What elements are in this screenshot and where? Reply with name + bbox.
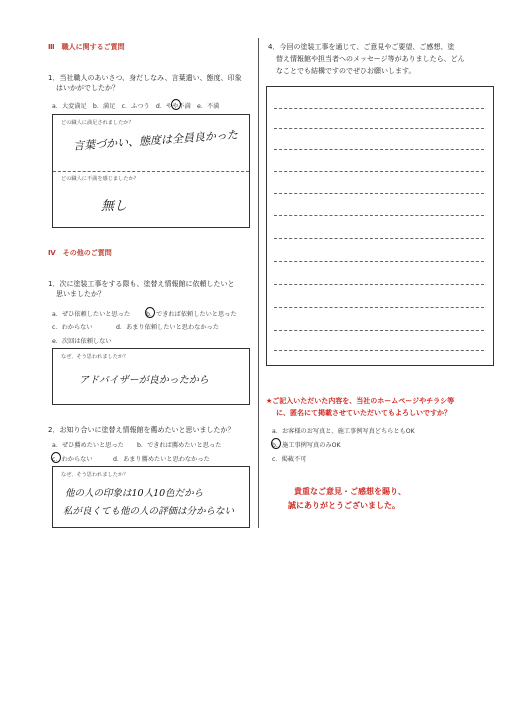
- writing-line: [274, 238, 484, 239]
- question-4-line-3: なことでも結構ですのでぜひお願いします。: [276, 67, 416, 75]
- reason-box-1: [52, 348, 250, 405]
- question-2-line-1: 1．次に塗装工事をする際も、塗替え情報館に依頼したいと: [48, 280, 235, 288]
- writing-line: [274, 108, 484, 109]
- reason-box-2: [52, 466, 250, 528]
- consent-line-1: ★ご記入いただいた内容を、当社のホームページやチラシ等: [266, 397, 455, 405]
- writing-line: [274, 193, 484, 194]
- question-2-line-2: 思いましたか？: [56, 290, 105, 298]
- staff-feedback-box: [52, 114, 250, 228]
- question-2-option-b: b．できれば依頼したいと思った: [146, 311, 237, 318]
- question-3-option-c: c．わからない: [52, 456, 93, 463]
- writing-line: [274, 284, 484, 285]
- question-2-option-e: e．次回は依頼しない: [52, 338, 112, 345]
- section-3-title: Ⅲ 職人に関するご質問: [48, 43, 125, 51]
- writing-line: [274, 171, 484, 172]
- question-2-option-d: d．あまり依頼したいと思わなかった: [116, 324, 219, 331]
- question-1-line-1: 1．当社職人のあいさつ、身だしなみ、言葉遣い、態度、印象: [48, 74, 242, 82]
- satisfied-staff-answer: 言葉づかい、態度は全員良かった: [72, 128, 239, 153]
- thanks-line-1: 貴重なご意見・ご感想を賜り、: [294, 487, 406, 496]
- selected-circle-mark: [51, 452, 61, 463]
- question-1-line-2: はいかがでしたか？: [56, 84, 119, 92]
- question-4-line-1: 4．今回の塗装工事を通じて、ご意見やご要望、ご感想、塗: [268, 43, 455, 51]
- box-divider: [53, 171, 249, 172]
- writing-line: [274, 330, 484, 331]
- question-3-line-1: 2．お知り合いに塗替え情報館を薦めたいと思いましたか？: [48, 426, 235, 434]
- satisfied-staff-label: どの職人に満足されましたか？: [61, 120, 134, 126]
- column-divider: [258, 38, 259, 528]
- reason-answer-line-1: 他の人の印象は10人10色だから: [65, 488, 204, 499]
- writing-line: [274, 215, 484, 216]
- selected-circle-mark: [171, 99, 181, 110]
- reason-label: なぜ、そう思われましたか？: [61, 472, 129, 478]
- writing-line: [274, 261, 484, 262]
- dissatisfied-staff-label: どの職人に不満を感じましたか？: [61, 176, 139, 182]
- writing-line: [274, 128, 484, 129]
- reason-answer-line-2: 私が良くても他の人の評価は分からない: [63, 506, 235, 517]
- selected-circle-mark: [145, 307, 155, 318]
- writing-line: [274, 350, 484, 351]
- consent-option-b: b．施工事例写真のみOK: [272, 442, 341, 449]
- writing-line: [274, 149, 484, 150]
- section-4-title: Ⅳ その他のご質問: [48, 249, 112, 257]
- question-4-line-2: 替え情報館や担当者へのメッセージ等がありましたら、どん: [276, 55, 465, 63]
- thanks-line-2: 誠にありがとうございました。: [288, 501, 400, 510]
- consent-option-a: a．お客様のお写真と、施工事例写真どちらともOK: [272, 428, 415, 435]
- reason-answer: アドバイザーが良かったから: [79, 375, 209, 386]
- question-3-option-a: a．ぜひ薦めたいと思った: [52, 442, 124, 449]
- writing-line: [274, 307, 484, 308]
- question-2-option-a: a．ぜひ依頼したいと思った: [52, 311, 131, 318]
- consent-line-2: に、匿名にて掲載させていただいてもよろしいですか？: [276, 409, 451, 417]
- dissatisfied-staff-answer: 無し: [101, 199, 128, 214]
- question-3-option-d: d．あまり薦めたいと思わなかった: [113, 456, 210, 463]
- reason-label: なぜ、そう思われましたか？: [61, 354, 129, 360]
- question-1-options: a．大変満足 b．満足 c．ふつう d．やや不満 e．不満: [52, 103, 220, 110]
- question-2-option-c: c．わからない: [52, 324, 93, 331]
- question-3-option-b: b．できれば薦めたいと思った: [137, 442, 222, 449]
- selected-circle-mark: [271, 438, 281, 449]
- consent-option-c: c．掲載不可: [272, 456, 307, 463]
